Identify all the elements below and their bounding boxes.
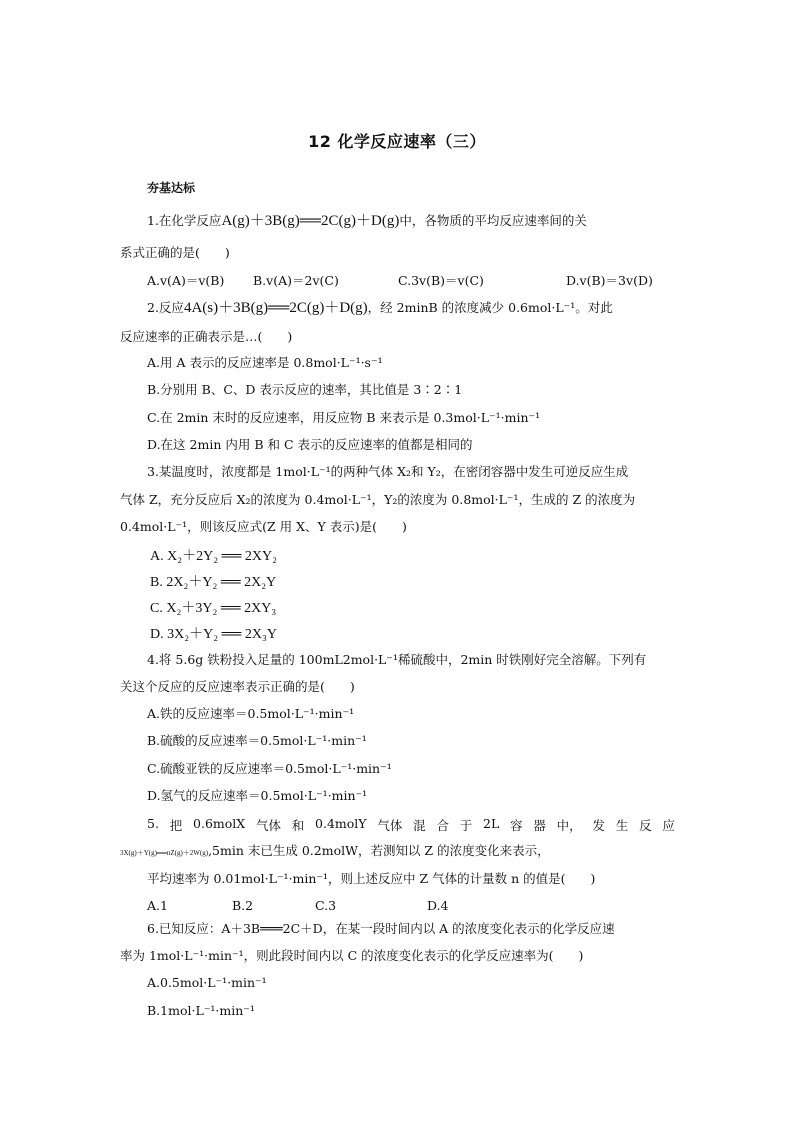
- q1-line-2: 系式正确的是( ): [120, 245, 230, 260]
- q3-line-3: 0.4mol·L⁻¹，则该反应式(Z 用 X、Y 表示)是( ): [120, 519, 407, 534]
- section-heading: 夯基达标: [147, 181, 196, 195]
- q5-line-1: 5. 把 0.6molX 气体 和 0.4molY 气体 混 合 于 2L 容 器 中， 发 生 反 应: [147, 816, 675, 833]
- q4-option-b: B.硫酸的反应速率＝0.5mol·L⁻¹·min⁻¹: [147, 733, 367, 748]
- q2-option-d: D.在这 2min 内用 B 和 C 表示的反应速率的值都是相同的: [147, 437, 473, 452]
- page-title: 12 化学反应速率（三）: [308, 132, 486, 151]
- q4-line-1: 4.将 5.6g 铁粉投入足量的 100mL2mol·L⁻¹稀硫酸中，2min 时铁刚好完全溶解。下列有: [147, 652, 647, 667]
- q1-option-a: A.v(A)＝v(B): [147, 273, 225, 288]
- q5-line-2: 3X(g)＋Y(g)══nZ(g)＋2W(g),5min 末已生成 0.2molW，若测知以 Z 的浓度变化来表示，: [120, 843, 550, 858]
- q2-option-b: B.分别用 B、C、D 表示反应的速率，其比值是 3∶2∶1: [147, 382, 463, 397]
- q6-line-1: 6.已知反应：A＋3B═══2C＋D，在某一段时间内以 A 的浓度变化表示的化学反应速: [147, 921, 615, 936]
- q5-option-c: C.3: [315, 898, 337, 913]
- q3-option-c: C. X₂＋3Y₂ ══ 2XY₃: [150, 601, 277, 616]
- q4-option-a: A.铁的反应速率＝0.5mol·L⁻¹·min⁻¹: [147, 706, 355, 721]
- q4-option-c: C.硫酸亚铁的反应速率＝0.5mol·L⁻¹·min⁻¹: [147, 761, 392, 776]
- q5-equation: 3X(g)＋Y(g)══nZ(g)＋2W(g): [120, 849, 209, 857]
- q1-equation: A(g)＋3B(g)══2C(g)＋D(g): [221, 213, 400, 229]
- q3-option-b: B. 2X₂＋Y₂ ══ 2X₂Y: [150, 575, 277, 590]
- q4-option-d: D.氢气的反应速率＝0.5mol·L⁻¹·min⁻¹: [147, 788, 368, 803]
- q6-option-a: A.0.5mol·L⁻¹·min⁻¹: [147, 975, 267, 990]
- q2-line-2: 反应速率的正确表示是…( ): [120, 329, 293, 344]
- q5-option-a: A.1: [147, 898, 168, 913]
- q2-line-1: 2.反应4A(s)＋3B(g)══2C(g)＋D(g)，经 2minB 的浓度减少 0.6mol·L⁻¹。对此: [147, 300, 613, 316]
- q3-line-1: 3.某温度时，浓度都是 1mol·L⁻¹的两种气体 X₂和 Y₂，在密闭容器中发生可逆反应生成: [147, 464, 629, 479]
- q3-option-d: D. 3X₂＋Y₂ ══ 2X₃Y: [150, 627, 278, 642]
- q4-line-2: 关这个反应的反应速率表示正确的是( ): [120, 679, 355, 694]
- q1-option-c: C.3v(B)＝v(C): [398, 273, 484, 288]
- q3-option-a: A. X₂＋2Y₂ ══ 2XY₂: [150, 549, 278, 564]
- q1-option-d: D.v(B)＝3v(D): [566, 273, 653, 288]
- q5-option-d: D.4: [427, 898, 449, 913]
- q2-option-c: C.在 2min 末时的反应速率，用反应物 B 来表示是 0.3mol·L⁻¹·min⁻¹: [147, 410, 541, 425]
- q2-option-a: A.用 A 表示的反应速率是 0.8mol·L⁻¹·s⁻¹: [147, 355, 383, 370]
- q2-equation: 4A(s)＋3B(g)══2C(g)＋D(g): [183, 300, 368, 316]
- q5-option-b: B.2: [232, 898, 254, 913]
- q5-line-3: 平均速率为 0.01mol·L⁻¹·min⁻¹，则上述反应中 Z 气体的计量数 n 的值是( ): [147, 871, 596, 886]
- q1-option-b: B.v(A)＝2v(C): [253, 273, 339, 288]
- q6-line-2: 率为 1mol·L⁻¹·min⁻¹，则此段时间内以 C 的浓度变化表示的化学反应速率为( ): [120, 948, 584, 963]
- q3-line-2: 气体 Z，充分反应后 X₂的浓度为 0.4mol·L⁻¹，Y₂的浓度为 0.8mol·L⁻¹，生成的 Z 的浓度为: [120, 492, 636, 507]
- q6-option-b: B.1mol·L⁻¹·min⁻¹: [147, 1003, 255, 1018]
- q1-line-1: 1.在化学反应A(g)＋3B(g)══2C(g)＋D(g)中，各物质的平均反应速率间的关: [147, 213, 587, 229]
